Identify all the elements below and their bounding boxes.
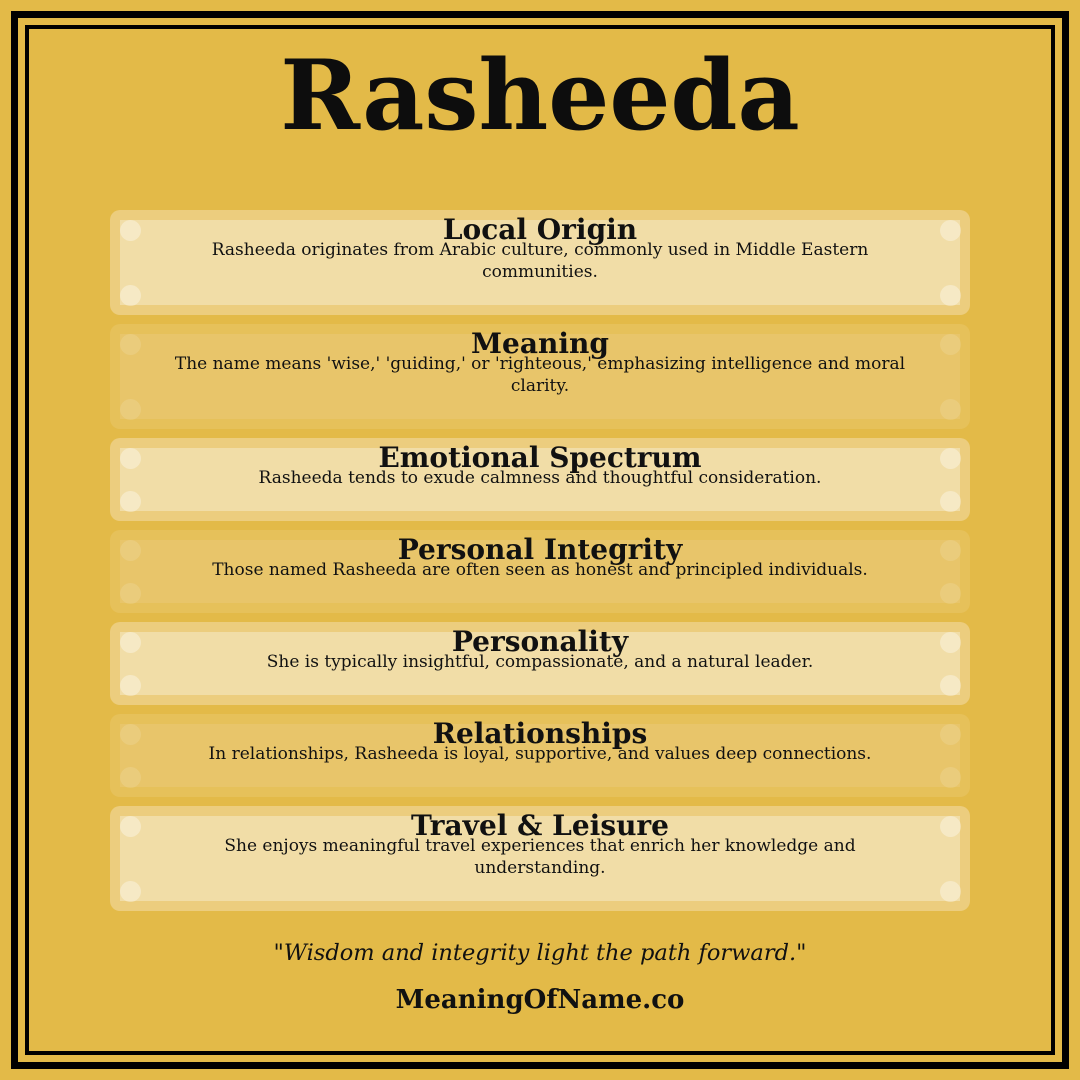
section-card-relationships	[110, 714, 970, 797]
section-text: Rasheeda tends to exude calmness and thoughtful consideration.	[258, 468, 822, 488]
section-card-meaning	[110, 324, 970, 429]
section-text: Rasheeda originates from Arabic culture, commonly used in Middle Eastern communities.	[211, 240, 869, 282]
corner-dot-icon	[120, 583, 141, 604]
corner-dot-icon	[120, 491, 141, 512]
brand-wordmark: MeaningOfName.co	[395, 985, 685, 1015]
corner-dot-icon	[940, 881, 961, 902]
section-heading: Personal Integrity	[397, 533, 683, 566]
section-heading: Relationships	[432, 717, 648, 750]
corner-dot-icon	[940, 583, 961, 604]
corner-dot-icon	[120, 399, 141, 420]
corner-dot-icon	[120, 881, 141, 902]
section-card-emotional-spectrum	[110, 438, 970, 521]
corner-dot-icon	[940, 767, 961, 788]
section-heading: Local Origin	[442, 213, 638, 246]
corner-dot-icon	[120, 285, 141, 306]
section-text: Those named Rasheeda are often seen as honest and principled individuals.	[212, 560, 868, 580]
section-heading: Travel & Leisure	[410, 809, 669, 842]
section-text: She is typically insightful, compassionate, and a natural leader.	[266, 652, 814, 672]
section-card-local-origin	[110, 210, 970, 315]
name-title: Rasheeda	[280, 39, 800, 152]
section-heading: Personality	[451, 625, 629, 658]
footer-quote: "Wisdom and integrity light the path forward."	[273, 940, 807, 966]
section-text: She enjoys meaningful travel experiences that enrich her knowledge and understanding.	[224, 836, 856, 878]
corner-dot-icon	[940, 285, 961, 306]
section-heading: Meaning	[471, 327, 609, 360]
section-card-personality	[110, 622, 970, 705]
corner-dot-icon	[940, 399, 961, 420]
corner-dot-icon	[120, 767, 141, 788]
section-heading: Emotional Spectrum	[378, 441, 702, 474]
section-card-travel-leisure	[110, 806, 970, 911]
section-text: In relationships, Rasheeda is loyal, supportive, and values deep connections.	[208, 744, 872, 764]
section-text: The name means 'wise,' 'guiding,' or 'righteous,' emphasizing intelligence and moral clarity.	[174, 354, 906, 396]
section-card-personal-integrity	[110, 530, 970, 613]
corner-dot-icon	[940, 675, 961, 696]
corner-dot-icon	[120, 675, 141, 696]
corner-dot-icon	[940, 491, 961, 512]
